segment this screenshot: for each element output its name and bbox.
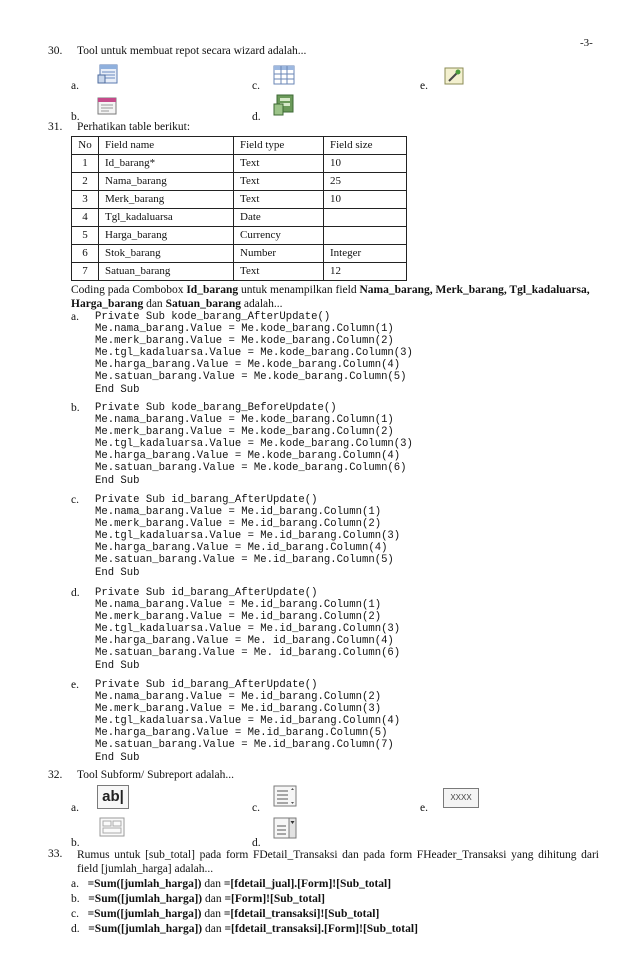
code-line: Me.tgl_kadaluarsa.Value = Me.kode_barang.Column(3) bbox=[95, 347, 413, 360]
code-line: End Sub bbox=[95, 474, 140, 487]
formula-sep: dan bbox=[201, 878, 224, 890]
formula-sep: dan bbox=[202, 923, 225, 935]
code-line: Me.satuan_barang.Value = Me.id_barang.Column(5) bbox=[95, 554, 394, 567]
cell-field-size: 12 bbox=[324, 263, 407, 281]
textbox-icon[interactable]: ab| bbox=[97, 785, 129, 809]
code-line: Me.harga_barang.Value = Me.id_barang.Column(5) bbox=[95, 727, 388, 740]
table-header-row bbox=[72, 137, 407, 155]
q32-option-c[interactable]: c. bbox=[252, 802, 260, 814]
q30-option-a[interactable]: a. bbox=[71, 80, 79, 92]
option-label: b. bbox=[71, 893, 80, 905]
code-line: Private Sub id_barang_AfterUpdate() bbox=[95, 494, 318, 506]
q30-option-e[interactable]: e. bbox=[420, 80, 428, 92]
cell-no: 3 bbox=[72, 191, 99, 209]
code-line: Me.harga_barang.Value = Me.id_barang.Column(4) bbox=[95, 542, 388, 555]
formula-1: =Sum([jumlah_harga]) bbox=[87, 908, 202, 920]
table-row bbox=[72, 227, 407, 245]
cell-field-size: Integer bbox=[324, 245, 407, 263]
option-label: c. bbox=[71, 494, 79, 506]
form-icon[interactable] bbox=[273, 94, 295, 119]
cell-field-type: Text bbox=[234, 263, 324, 281]
listbox-icon[interactable] bbox=[273, 785, 297, 810]
wand-icon[interactable] bbox=[444, 67, 464, 88]
table-row bbox=[72, 263, 407, 281]
label-icon[interactable]: XXXX bbox=[443, 788, 479, 808]
table-row bbox=[72, 191, 407, 209]
q30-text: Tool untuk membuat repot secara wizard adalah... bbox=[77, 45, 307, 57]
code-body bbox=[95, 679, 400, 764]
cell-field-name: Stok_barang bbox=[99, 245, 234, 263]
code-line: End Sub bbox=[95, 751, 140, 764]
code-line: Me.satuan_barang.Value = Me.kode_barang.Column(5) bbox=[95, 371, 407, 384]
code-line: Me.harga_barang.Value = Me. id_barang.Column(4) bbox=[95, 635, 394, 648]
cell-no: 1 bbox=[72, 155, 99, 173]
desc-part: dan bbox=[143, 298, 166, 310]
formula-2: =[fdetail_jual].[Form]![Sub_total] bbox=[223, 878, 392, 890]
q32-number: 32. bbox=[48, 769, 63, 781]
formula-1: =Sum([jumlah_harga]) bbox=[88, 923, 203, 935]
code-line: Me.merk_barang.Value = Me.id_barang.Column(2) bbox=[95, 611, 382, 624]
option-label: e. bbox=[71, 679, 79, 691]
report-wizard-icon[interactable] bbox=[97, 63, 119, 88]
code-line: Me.satuan_barang.Value = Me. id_barang.Column(6) bbox=[95, 647, 401, 660]
cell-field-size: 10 bbox=[324, 155, 407, 173]
q32-option-e[interactable]: e. bbox=[420, 802, 428, 814]
q33-option-d[interactable] bbox=[71, 923, 418, 935]
code-line: Me.merk_barang.Value = Me.kode_barang.Column(2) bbox=[95, 335, 394, 348]
code-line: Private Sub id_barang_AfterUpdate() bbox=[95, 679, 318, 691]
cell-field-size bbox=[324, 209, 407, 227]
desc-bold: Satuan_barang bbox=[165, 298, 241, 310]
code-body bbox=[95, 494, 400, 579]
formula-1: =Sum([jumlah_harga]) bbox=[87, 878, 202, 890]
option-label: a. bbox=[71, 311, 79, 323]
code-body bbox=[95, 402, 413, 487]
q30-option-d[interactable]: d. bbox=[252, 111, 261, 123]
code-line: Me.nama_barang.Value = Me.kode_barang.Column(1) bbox=[95, 414, 394, 427]
desc-part: untuk menampilkan field bbox=[238, 284, 360, 296]
formula-sep: dan bbox=[202, 893, 225, 905]
code-body bbox=[95, 587, 400, 672]
code-line: Private Sub kode_barang_AfterUpdate() bbox=[95, 311, 331, 323]
q33-option-c[interactable] bbox=[71, 908, 379, 920]
formula-2: =[Form]![Sub_total] bbox=[224, 893, 325, 905]
desc-bold: Nama_barang, Merk_barang, Tgl_kadaluarsa, Harga_barang bbox=[71, 284, 590, 310]
code-line: Private Sub id_barang_AfterUpdate() bbox=[95, 587, 318, 599]
code-line: Me.tgl_kadaluarsa.Value = Me.id_barang.Column(3) bbox=[95, 623, 401, 636]
option-label: b. bbox=[71, 402, 80, 414]
header-field-type: Field type bbox=[234, 137, 324, 155]
cell-field-size: 25 bbox=[324, 173, 407, 191]
formula-1: =Sum([jumlah_harga]) bbox=[88, 893, 203, 905]
header-no: No bbox=[72, 137, 99, 155]
q30-option-b[interactable]: b. bbox=[71, 111, 80, 123]
formula-sep: dan bbox=[201, 908, 224, 920]
table-row bbox=[72, 245, 407, 263]
cell-field-name: Id_barang* bbox=[99, 155, 234, 173]
cell-field-size bbox=[324, 227, 407, 245]
q33-option-b[interactable] bbox=[71, 893, 325, 905]
cell-field-type: Text bbox=[234, 191, 324, 209]
option-label: d. bbox=[71, 587, 80, 599]
formula-2: =[fdetail_transaksi]![Sub_total] bbox=[223, 908, 380, 920]
code-line: Me.nama_barang.Value = Me.id_barang.Column(1) bbox=[95, 599, 382, 612]
page-number: -3- bbox=[580, 37, 593, 49]
q31-text: Perhatikan table berikut: bbox=[77, 121, 191, 133]
header-field-name: Field name bbox=[99, 137, 234, 155]
code-line: End Sub bbox=[95, 659, 140, 672]
cell-field-type: Date bbox=[234, 209, 324, 227]
code-body bbox=[95, 311, 413, 396]
cell-field-type: Text bbox=[234, 173, 324, 191]
desc-bold: Id_barang bbox=[186, 284, 239, 296]
code-line: Me.merk_barang.Value = Me.id_barang.Column(3) bbox=[95, 703, 382, 716]
q32-option-a[interactable]: a. bbox=[71, 802, 79, 814]
code-line: Private Sub kode_barang_BeforeUpdate() bbox=[95, 402, 337, 414]
desc-part: Coding pada Combobox bbox=[71, 284, 187, 296]
code-line: Me.satuan_barang.Value = Me.kode_barang.Column(6) bbox=[95, 462, 407, 475]
subform-icon[interactable] bbox=[99, 817, 125, 840]
cell-field-type: Currency bbox=[234, 227, 324, 245]
code-line: Me.tgl_kadaluarsa.Value = Me.kode_barang.Column(3) bbox=[95, 438, 413, 451]
q32-option-b[interactable]: b. bbox=[71, 837, 80, 849]
table-row bbox=[72, 209, 407, 227]
q31-description bbox=[71, 283, 601, 311]
cell-field-name: Harga_barang bbox=[99, 227, 234, 245]
q30-option-c[interactable]: c. bbox=[252, 80, 260, 92]
table-wizard-icon[interactable] bbox=[272, 64, 296, 89]
q31-number: 31. bbox=[48, 121, 63, 133]
combobox-icon[interactable] bbox=[273, 817, 297, 842]
q30-number: 30. bbox=[48, 45, 63, 57]
option-label: c. bbox=[71, 908, 79, 920]
code-line: Me.harga_barang.Value = Me.kode_barang.Column(4) bbox=[95, 450, 401, 463]
code-line: End Sub bbox=[95, 566, 140, 579]
cell-field-size: 10 bbox=[324, 191, 407, 209]
cell-field-name: Satuan_barang bbox=[99, 263, 234, 281]
q32-option-d[interactable]: d. bbox=[252, 837, 261, 849]
code-line: Me.merk_barang.Value = Me.id_barang.Column(2) bbox=[95, 518, 382, 531]
code-line: End Sub bbox=[95, 383, 140, 396]
cell-field-name: Tgl_kadaluarsa bbox=[99, 209, 234, 227]
desc-part: adalah... bbox=[240, 298, 283, 310]
cell-no: 2 bbox=[72, 173, 99, 191]
cell-field-type: Number bbox=[234, 245, 324, 263]
cell-field-name: Nama_barang bbox=[99, 173, 234, 191]
report-design-icon[interactable] bbox=[97, 97, 117, 118]
table-row bbox=[72, 173, 407, 191]
cell-field-name: Merk_barang bbox=[99, 191, 234, 209]
code-line: Me.nama_barang.Value = Me.id_barang.Column(1) bbox=[95, 506, 382, 519]
cell-no: 7 bbox=[72, 263, 99, 281]
option-label: d. bbox=[71, 923, 80, 935]
q33-number: 33. bbox=[48, 848, 63, 860]
header-field-size: Field size bbox=[324, 137, 407, 155]
cell-no: 6 bbox=[72, 245, 99, 263]
cell-no: 5 bbox=[72, 227, 99, 245]
code-line: Me.nama_barang.Value = Me.id_barang.Column(2) bbox=[95, 691, 382, 704]
code-line: Me.harga_barang.Value = Me.kode_barang.Column(4) bbox=[95, 359, 401, 372]
code-line: Me.satuan_barang.Value = Me.id_barang.Column(7) bbox=[95, 739, 394, 752]
cell-field-type: Text bbox=[234, 155, 324, 173]
q32-text: Tool Subform/ Subreport adalah... bbox=[77, 769, 234, 781]
code-line: Me.merk_barang.Value = Me.kode_barang.Column(2) bbox=[95, 426, 394, 439]
code-line: Me.tgl_kadaluarsa.Value = Me.id_barang.Column(4) bbox=[95, 715, 401, 728]
q33-text: Rumus untuk [sub_total] pada form FDetail_Transaksi dan pada form FHeader_Transaksi yang dihitung dari field [jumlah_harga] adalah... bbox=[77, 849, 599, 875]
cell-no: 4 bbox=[72, 209, 99, 227]
code-line: Me.tgl_kadaluarsa.Value = Me.id_barang.Column(3) bbox=[95, 530, 401, 543]
option-label: a. bbox=[71, 878, 79, 890]
code-line: Me.nama_barang.Value = Me.kode_barang.Column(1) bbox=[95, 323, 394, 336]
table-row bbox=[72, 155, 407, 173]
field-table bbox=[71, 136, 407, 281]
formula-2: =[fdetail_transaksi].[Form]![Sub_total] bbox=[224, 923, 418, 935]
q33-option-a[interactable] bbox=[71, 878, 391, 890]
